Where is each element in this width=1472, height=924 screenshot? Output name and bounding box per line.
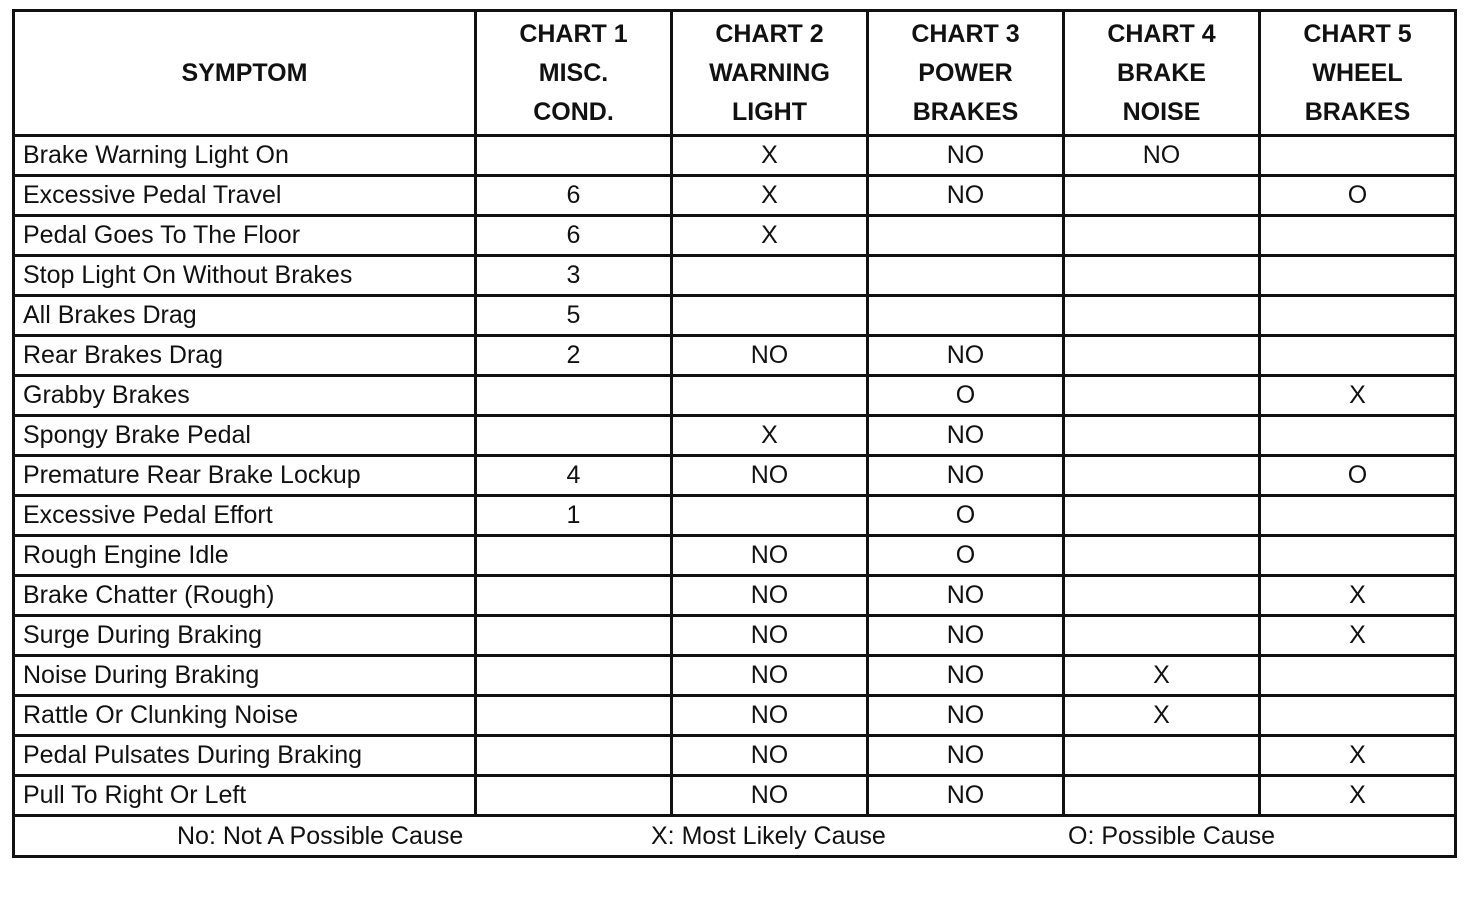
chart-1-cell: 1 [476, 496, 672, 536]
chart-5-cell [1260, 136, 1456, 176]
symptom-cell: Pull To Right Or Left [14, 776, 476, 816]
chart-5-cell [1260, 256, 1456, 296]
table-row [14, 376, 1456, 416]
header-line: WARNING [709, 58, 830, 87]
chart-1-cell [476, 736, 672, 776]
chart-5-cell [1260, 416, 1456, 456]
symptom-cell: Brake Chatter (Rough) [14, 576, 476, 616]
header-line: LIGHT [732, 97, 807, 126]
header-line: CHART 4 [1107, 19, 1216, 48]
chart-4-cell: NO [1064, 136, 1260, 176]
chart-1-cell [476, 576, 672, 616]
table-row [14, 496, 1456, 536]
chart-3-cell: NO [868, 616, 1064, 656]
header-line: BRAKE [1117, 58, 1206, 87]
header-line: CHART 2 [715, 19, 824, 48]
chart-2-cell: NO [672, 776, 868, 816]
symptom-cell: Premature Rear Brake Lockup [14, 456, 476, 496]
chart-3-cell: NO [868, 336, 1064, 376]
symptom-cell: Rear Brakes Drag [14, 336, 476, 376]
symptom-cell: Spongy Brake Pedal [14, 416, 476, 456]
chart-4-cell [1064, 256, 1260, 296]
symptom-cell: Pedal Pulsates During Braking [14, 736, 476, 776]
table-row [14, 256, 1456, 296]
chart-5-cell: O [1260, 176, 1456, 216]
chart-3-cell: NO [868, 176, 1064, 216]
chart-5-cell [1260, 696, 1456, 736]
header-line: CHART 3 [911, 19, 1020, 48]
header-chart-1 [476, 11, 672, 136]
table-row [14, 696, 1456, 736]
chart-1-cell: 5 [476, 296, 672, 336]
chart-4-cell [1064, 296, 1260, 336]
chart-1-cell: 2 [476, 336, 672, 376]
chart-1-cell: 4 [476, 456, 672, 496]
chart-1-cell [476, 536, 672, 576]
chart-1-cell [476, 616, 672, 656]
table-row [14, 136, 1456, 176]
header-line: COND. [533, 97, 614, 126]
table-row [14, 216, 1456, 256]
legend-row [14, 816, 1456, 857]
table-row [14, 336, 1456, 376]
table-row [14, 776, 1456, 816]
symptom-cell: Brake Warning Light On [14, 136, 476, 176]
symptom-cell: Pedal Goes To The Floor [14, 216, 476, 256]
chart-1-cell: 3 [476, 256, 672, 296]
chart-3-cell: NO [868, 456, 1064, 496]
header-line: POWER [918, 58, 1013, 87]
chart-4-cell: X [1064, 696, 1260, 736]
symptom-cell: Excessive Pedal Effort [14, 496, 476, 536]
header-chart-3 [868, 11, 1064, 136]
header-line: WHEEL [1312, 58, 1403, 87]
chart-2-cell: NO [672, 736, 868, 776]
chart-1-cell [476, 656, 672, 696]
table-row [14, 456, 1456, 496]
chart-3-cell: O [868, 536, 1064, 576]
legend [15, 817, 1454, 855]
chart-5-cell: O [1260, 456, 1456, 496]
legend-o: O: Possible Cause [1068, 822, 1276, 850]
header-line: BRAKES [1304, 97, 1411, 126]
chart-4-cell: X [1064, 656, 1260, 696]
legend-no: No: Not A Possible Cause [177, 822, 464, 850]
chart-4-cell [1064, 416, 1260, 456]
chart-4-cell [1064, 216, 1260, 256]
chart-5-cell [1260, 536, 1456, 576]
chart-5-cell [1260, 496, 1456, 536]
table-body [14, 136, 1456, 816]
brake-diagnosis-sheet [12, 9, 1456, 858]
chart-4-cell [1064, 576, 1260, 616]
symptom-cell: Noise During Braking [14, 656, 476, 696]
symptom-cell: Surge During Braking [14, 616, 476, 656]
chart-3-cell [868, 216, 1064, 256]
symptom-chart-table [12, 9, 1457, 858]
chart-2-cell: NO [672, 576, 868, 616]
chart-3-cell: NO [868, 136, 1064, 176]
symptom-cell: All Brakes Drag [14, 296, 476, 336]
chart-5-cell: X [1260, 616, 1456, 656]
symptom-cell: Stop Light On Without Brakes [14, 256, 476, 296]
chart-3-cell: O [868, 496, 1064, 536]
chart-1-cell [476, 696, 672, 736]
table-row [14, 416, 1456, 456]
chart-1-cell [476, 776, 672, 816]
header-row [14, 11, 1456, 136]
chart-5-cell [1260, 216, 1456, 256]
chart-4-cell [1064, 776, 1260, 816]
chart-2-cell: NO [672, 616, 868, 656]
chart-3-cell: NO [868, 776, 1064, 816]
chart-4-cell [1064, 736, 1260, 776]
table-row [14, 176, 1456, 216]
chart-3-cell: NO [868, 416, 1064, 456]
header-symptom [14, 11, 476, 136]
table-row [14, 736, 1456, 776]
chart-5-cell [1260, 296, 1456, 336]
chart-1-cell: 6 [476, 216, 672, 256]
chart-3-cell: NO [868, 696, 1064, 736]
chart-2-cell: NO [672, 696, 868, 736]
chart-1-cell: 6 [476, 176, 672, 216]
symptom-cell: Rough Engine Idle [14, 536, 476, 576]
chart-2-cell: NO [672, 456, 868, 496]
chart-5-cell [1260, 656, 1456, 696]
chart-4-cell [1064, 536, 1260, 576]
chart-1-cell [476, 136, 672, 176]
chart-3-cell: NO [868, 656, 1064, 696]
chart-1-cell [476, 376, 672, 416]
header-chart-4 [1064, 11, 1260, 136]
chart-2-cell: X [672, 136, 868, 176]
chart-3-cell: NO [868, 576, 1064, 616]
header-chart-5 [1260, 11, 1456, 136]
symptom-cell: Rattle Or Clunking Noise [14, 696, 476, 736]
chart-5-cell: X [1260, 776, 1456, 816]
chart-5-cell [1260, 336, 1456, 376]
header-line: CHART 5 [1303, 19, 1412, 48]
chart-3-cell [868, 296, 1064, 336]
chart-2-cell [672, 256, 868, 296]
chart-2-cell: X [672, 416, 868, 456]
chart-3-cell: O [868, 376, 1064, 416]
chart-4-cell [1064, 496, 1260, 536]
chart-4-cell [1064, 336, 1260, 376]
table-row [14, 536, 1456, 576]
header-line: MISC. [538, 58, 609, 87]
chart-2-cell: NO [672, 536, 868, 576]
chart-4-cell [1064, 176, 1260, 216]
chart-2-cell: X [672, 176, 868, 216]
chart-2-cell: NO [672, 336, 868, 376]
table-row [14, 296, 1456, 336]
table-row [14, 616, 1456, 656]
chart-4-cell [1064, 616, 1260, 656]
legend-cell [14, 816, 1456, 857]
header-line: NOISE [1122, 97, 1201, 126]
chart-2-cell [672, 496, 868, 536]
header-line: SYMPTOM [181, 58, 308, 87]
header-line: CHART 1 [519, 19, 628, 48]
table-row [14, 576, 1456, 616]
chart-4-cell [1064, 456, 1260, 496]
chart-2-cell [672, 376, 868, 416]
symptom-cell: Excessive Pedal Travel [14, 176, 476, 216]
chart-1-cell [476, 416, 672, 456]
chart-2-cell: NO [672, 656, 868, 696]
chart-2-cell [672, 296, 868, 336]
legend-x: X: Most Likely Cause [651, 822, 886, 850]
symptom-cell: Grabby Brakes [14, 376, 476, 416]
header-chart-2 [672, 11, 868, 136]
chart-3-cell: NO [868, 736, 1064, 776]
chart-5-cell: X [1260, 376, 1456, 416]
chart-2-cell: X [672, 216, 868, 256]
chart-5-cell: X [1260, 736, 1456, 776]
table-row [14, 656, 1456, 696]
chart-3-cell [868, 256, 1064, 296]
header-line: BRAKES [912, 97, 1019, 126]
chart-5-cell: X [1260, 576, 1456, 616]
chart-4-cell [1064, 376, 1260, 416]
